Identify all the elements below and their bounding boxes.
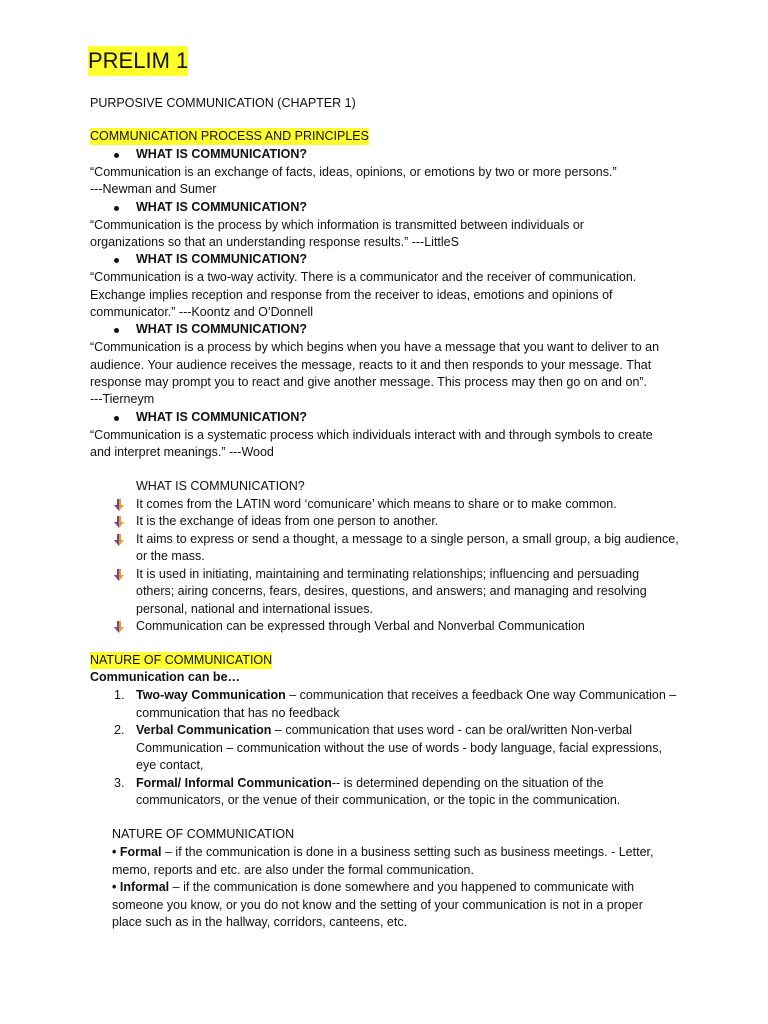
bullet-dot [114, 153, 119, 158]
definition-line: and interpret meanings.” ---Wood [90, 445, 274, 459]
definition-line: response may prompt you to react and give another message. This process may then go on and on”. [90, 375, 648, 389]
definition-line: “Communication is the process by which information is transmitted between individuals or [90, 218, 584, 232]
definition-line: Exchange implies reception and response from the receiver to ideas, emotions and opinions of [90, 288, 613, 302]
arrow-bullet-icon [114, 534, 124, 546]
bullet-dot [114, 328, 119, 333]
formal-line: memo, reports and etc. are also under the formal communication. [112, 863, 474, 877]
arrow-item-text: It comes from the LATIN word ‘comunicare’ which means to share or to make common. [136, 497, 617, 511]
section-heading-process: COMMUNICATION PROCESS AND PRINCIPLES [90, 129, 369, 143]
numbered-item-text: – communication that receives a feedback One way Communication – [285, 688, 677, 702]
informal-item [112, 879, 634, 896]
definition-line: “Communication is an exchange of facts, ideas, opinions, or emotions by two or more persons.” [90, 165, 617, 179]
list-number: 1. [114, 688, 125, 702]
bullet-dot [114, 206, 119, 211]
list-number: 2. [114, 723, 125, 737]
arrow-bullet-icon [114, 569, 124, 581]
arrow-bullet-icon [114, 499, 124, 511]
numbered-item-term: Two-way Communication [136, 688, 286, 702]
definition-question: WHAT IS COMMUNICATION? [136, 410, 308, 424]
numbered-item-line: eye contact, [136, 758, 204, 772]
arrow-item-text: Communication can be expressed through Verbal and Nonverbal Communication [136, 619, 585, 633]
nature-subheading: NATURE OF COMMUNICATION [112, 827, 295, 841]
informal-line: someone you know, or you do not know and the setting of your communication is not in a proper [112, 898, 643, 912]
definition-question: WHAT IS COMMUNICATION? [136, 252, 308, 266]
definition-line: communicator.” ---Koontz and O’Donnell [90, 305, 314, 319]
definition-question: WHAT IS COMMUNICATION? [136, 147, 308, 161]
numbered-item-line: Communication – communication without the use of words - body language, facial expressions, [136, 741, 662, 755]
numbered-item-text: -- is determined depending on the situation of the [331, 776, 604, 790]
numbered-item-term: Formal/ Informal Communication [136, 776, 332, 790]
list-number: 3. [114, 776, 125, 790]
numbered-item [136, 775, 604, 792]
arrow-item-text: It is the exchange of ideas from one person to another. [136, 514, 439, 528]
arrow-item-text: personal, national and international issues. [136, 602, 373, 616]
formal-text: – if the communication is done in a business setting such as business meetings. - Letter, [161, 845, 654, 859]
definition-line: “Communication is a systematic process which individuals interact with and through symbols to create [90, 428, 653, 442]
definition-line: ---Newman and Sumer [90, 182, 217, 196]
can-be-label: Communication can be… [90, 670, 241, 684]
page-title: PRELIM 1 [88, 46, 188, 76]
numbered-item-term: Verbal Communication [136, 723, 272, 737]
course-subtitle: PURPOSIVE COMMUNICATION (CHAPTER 1) [90, 96, 356, 110]
informal-text: – if the communication is done somewhere and you happened to communicate with [169, 880, 635, 894]
numbered-item-line: communication that has no feedback [136, 706, 340, 720]
arrow-bullet-icon [114, 621, 124, 633]
numbered-item-line: communicators, or the venue of their communication, or the topic in the communication. [136, 793, 621, 807]
bullet-dot [114, 416, 119, 421]
arrow-item-text: It aims to express or send a thought, a message to a single person, a small group, a big audience, [136, 532, 679, 546]
formal-term: • Formal [112, 845, 162, 859]
informal-term: • Informal [112, 880, 170, 894]
definition-line: “Communication is a process by which begins when you have a message that you want to deliver to an [90, 340, 660, 354]
arrow-item-text: It is used in initiating, maintaining and terminating relationships; influencing and persuading [136, 567, 640, 581]
bullet-dot [114, 258, 119, 263]
definition-question: WHAT IS COMMUNICATION? [136, 322, 308, 336]
arrow-item-text: others; airing concerns, fears, desires, questions, and answers; and managing and resolving [136, 584, 647, 598]
definition-line: audience. Your audience receives the message, reacts to it and then responds to your message. That [90, 358, 652, 372]
numbered-item [136, 722, 632, 739]
definition-line: “Communication is a two-way activity. There is a communicator and the receiver of communication. [90, 270, 637, 284]
what-heading: WHAT IS COMMUNICATION? [136, 479, 305, 493]
numbered-item [136, 687, 676, 704]
section-heading-nature: NATURE OF COMMUNICATION [90, 653, 273, 667]
formal-item [112, 844, 653, 861]
arrow-bullet-icon [114, 516, 124, 528]
definition-question: WHAT IS COMMUNICATION? [136, 200, 308, 214]
informal-line: place such as in the hallway, corridors, canteens, etc. [112, 915, 408, 929]
numbered-item-text: – communication that uses word - can be oral/written Non-verbal [271, 723, 633, 737]
definition-line: organizations so that an understanding response results.” ---LittleS [90, 235, 459, 249]
definition-line: ---Tierneym [90, 392, 155, 406]
arrow-item-text: or the mass. [136, 549, 205, 563]
